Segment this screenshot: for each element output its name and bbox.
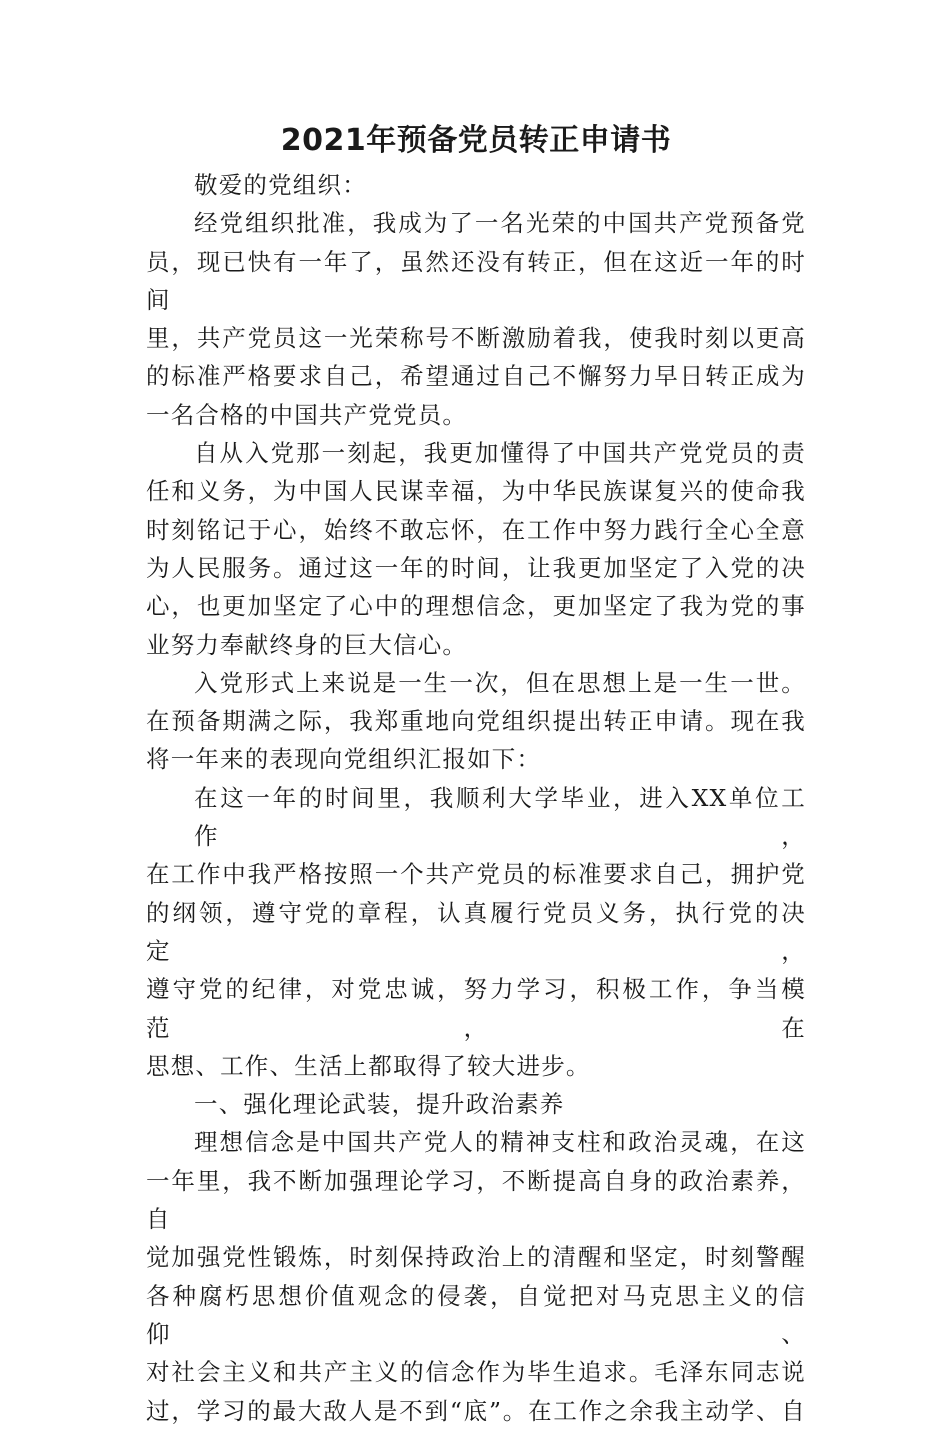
text-line: 心，也更加坚定了心中的理想信念，更加坚定了我为党的事 xyxy=(146,592,806,621)
text-line: 一名合格的中国共产党党员。 xyxy=(146,400,468,429)
text-line: 理想信念是中国共产党人的精神支柱和政治灵魂，在这 xyxy=(194,1128,806,1157)
text-line: 遵守党的纪律，对党忠诚，努力学习，积极工作，争当模范，在 xyxy=(146,975,806,1042)
text-line: 经党组织批准，我成为了一名光荣的中国共产党预备党 xyxy=(194,209,806,238)
text-line: 自从入党那一刻起，我更加懂得了中国共产党党员的责 xyxy=(194,439,806,468)
text-line: 入党形式上来说是一生一次，但在思想上是一生一世。 xyxy=(194,668,806,697)
text-line: 任和义务，为中国人民谋幸福，为中华民族谋复兴的使命我 xyxy=(146,477,806,506)
document-body xyxy=(146,166,806,1430)
text-line: 对社会主义和共产主义的信念作为毕生追求。毛泽东同志说 xyxy=(146,1358,806,1387)
text-line: 思想、工作、生活上都取得了较大进步。 xyxy=(146,1051,591,1080)
text-line: 一、强化理论武装，提升政治素养 xyxy=(194,1090,565,1119)
text-line: 的纲领，遵守党的章程，认真履行党员义务，执行党的决定， xyxy=(146,898,806,965)
text-line: 为人民服务。通过这一年的时间，让我更加坚定了入党的决 xyxy=(146,553,806,582)
text-line: 在工作中我严格按照一个共产党员的标准要求自己，拥护党 xyxy=(146,860,806,889)
text-line: 觉加强党性锻炼，时刻保持政治上的清醒和坚定，时刻警醒 xyxy=(146,1243,806,1272)
text-line: 将一年来的表现向党组织汇报如下： xyxy=(146,745,542,774)
text-line: 各种腐朽思想价值观念的侵袭，自觉把对马克思主义的信仰、 xyxy=(146,1281,806,1348)
document-page xyxy=(146,118,806,1430)
text-line: 业努力奉献终身的巨大信心。 xyxy=(146,630,468,659)
text-line: 员，现已快有一年了，虽然还没有转正，但在这近一年的时间 xyxy=(146,247,806,314)
text-line: 在这一年的时间里，我顺利大学毕业，进入XX单位工作， xyxy=(194,783,806,851)
text-line: 里，共产党员这一光荣称号不断激励着我，使我时刻以更高 xyxy=(146,324,806,353)
text-line: 敬爱的党组织： xyxy=(194,171,367,199)
text-line: 在预备期满之际，我郑重地向党组织提出转正申请。现在我 xyxy=(146,707,806,736)
text-line: 的标准严格要求自己，希望通过自己不懈努力早日转正成为 xyxy=(146,362,806,391)
text-line: 一年里，我不断加强理论学习，不断提高自身的政治素养，自 xyxy=(146,1166,806,1234)
text-line: 时刻铭记于心，始终不敢忘怀，在工作中努力践行全心全意 xyxy=(146,515,806,544)
document-title: 2021年预备党员转正申请书 xyxy=(280,123,672,158)
text-line: 过，学习的最大敌人是不到“底”。在工作之余我主动学、自 xyxy=(146,1396,806,1425)
